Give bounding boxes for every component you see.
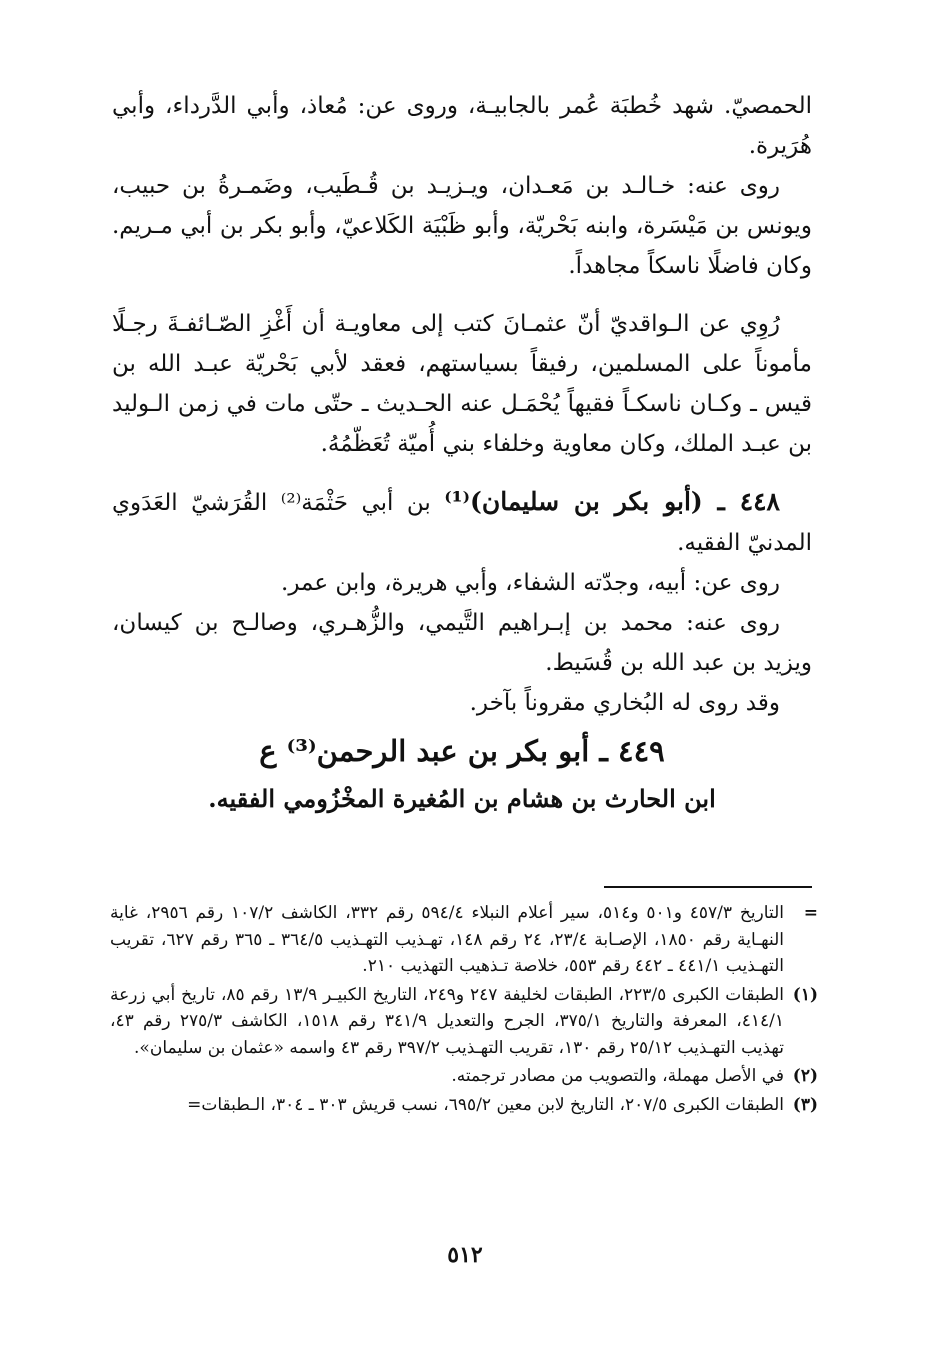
intro-paragraph: الحمصيّ. شهد خُطبَة عُمر بالجابيـة، وروى عن: مُعاذ، وأبي الدَّرداء، وأبي هُرَيرة. — [112, 93, 812, 159]
footnote-separator — [604, 886, 812, 888]
footnote-text: الطبقات الكبرى ٢٠٧/٥، التاريخ لابن معين ٦٩٥/٢، نسب قريش ٣٠٣ ـ ٣٠٤، الـطبقات= — [187, 1094, 784, 1115]
entry-448-heading: ٤٤٨ ـ (أبو بكر بن سليمان)⁽¹⁾ — [444, 487, 780, 516]
footnote-text: في الأصل مهملة، والتصويب من مصادر ترجمته. — [451, 1066, 784, 1086]
waqidi-paragraph: رُوِي عن الـواقديّ أنّ عثمـانَ كتب إلى معاويـة أن أَغْزِ الصّـائفـةَ رجـلًا مأموناً على المسلمين، رفيقاً بسياستهم، فعقد لأبي بَحْريّة عبـد الله بن قيس ـ وكـان ناسكـاً فقيهاً يُحْمَـل عنه الحـديث ـ حتّى مات في زمن الـوليد بن عبـد الملك، وكان معاوية وخلفاء بني أُميّة تُعَظّمُهُ. — [112, 311, 812, 457]
footnote-3 — [110, 1092, 818, 1119]
paragraph-gap — [112, 286, 812, 304]
footnote-mark: = — [803, 903, 818, 923]
entry-448-narrated-from: روى عن: أبيه، وجدّته الشفاء، وأبي هريرة، وابن عمر. — [281, 570, 780, 596]
footnote-continued — [110, 900, 818, 980]
footnote-1 — [110, 982, 818, 1062]
narrators-paragraph: روى عنه: خـالـد بن مَعـدان، ويـزيـد بن قُـطَيب، وضَمـرةُ بن حبيب، ويونس بن مَيْسَرة، وابنه بَحْريّة، وأبو ظَبْيَة الكَلاعيّ، وأبو بكر بن أبي مـريم. وكان فاضلًا ناسكاً مجاهداً. — [112, 173, 812, 279]
entry-448 — [112, 482, 812, 563]
entry-448-rest: بن أبي حَثْمَة⁽²⁾ القُرَشيّ العَدَوي المدنيّ الفقيه. — [112, 490, 812, 556]
footnote-mark: (٣) — [792, 1094, 818, 1115]
footnote-2 — [110, 1063, 818, 1090]
footnote-mark: (١) — [792, 984, 818, 1005]
footnote-mark: (٢) — [792, 1066, 818, 1086]
entry-449-heading: ٤٤٩ ـ أبو بكر بن عبد الرحمن⁽³⁾ ع — [259, 734, 665, 768]
entry-448-bukhari-note: وقد روى له البُخاري مقروناً بآخر. — [469, 690, 780, 716]
footnote-text: الطبقات الكبرى ٢٢٣/٥، الطبقات لخليفة ٢٤٧ و٢٤٩، التاريخ الكبيـر ١٣/٩ رقم ٨٥، تاريخ أبي زرعة ٤١٤/١، المعرفة والتاريخ ٣٧٥/١، الجرح والتعديل ٣٤١/٩ رقم ١٥١٨، الكاشف ٢٧٥/٣ رقم ٤٣، تهذيب التهـذيب ٢٥/١٢ رقم ١٣٠، تقريب التهـذيب ٣٩٧/٢ رقم ٤٣ واسمه «عثمان بن سليمان». — [110, 984, 785, 1058]
entry-448-narrated-by: روى عنه: محمد بن إبـراهيم التَّيمي، والزُّهـري، وصالـح بن كيسان، ويزيد بن عبد الله بن قُسَيط. — [112, 610, 812, 676]
footnotes — [110, 900, 818, 1120]
main-text — [112, 86, 812, 819]
footnote-text: التاريخ ٤٥٧/٣ و٥٠١ و٥١٤، سير أعلام النبلاء ٥٩٤/٤ رقم ٣٣٢، الكاشف ١٠٧/٢ رقم ٢٩٥٦، غاية النهـاية رقم ١٨٥٠، الإصـابة ٢٣/٤، ٢٤ رقم ١٤٨، تهـذيب التهـذيب ٣٦٤/٥ ـ ٣٦٥ رقم ٦٢٧، تقريب التهـذيب ٤٤١/١ ـ ٤٤٢ رقم ٥٥٣، خلاصة تـذهيب التهذيب ٢١٠. — [110, 903, 784, 976]
entry-449-lineage: ابن الحارث بن هشام بن المُغيرة المخْزُومي الفقيه. — [208, 784, 716, 813]
paragraph-gap — [112, 464, 812, 482]
page-number: ٥١٢ — [447, 1242, 483, 1268]
